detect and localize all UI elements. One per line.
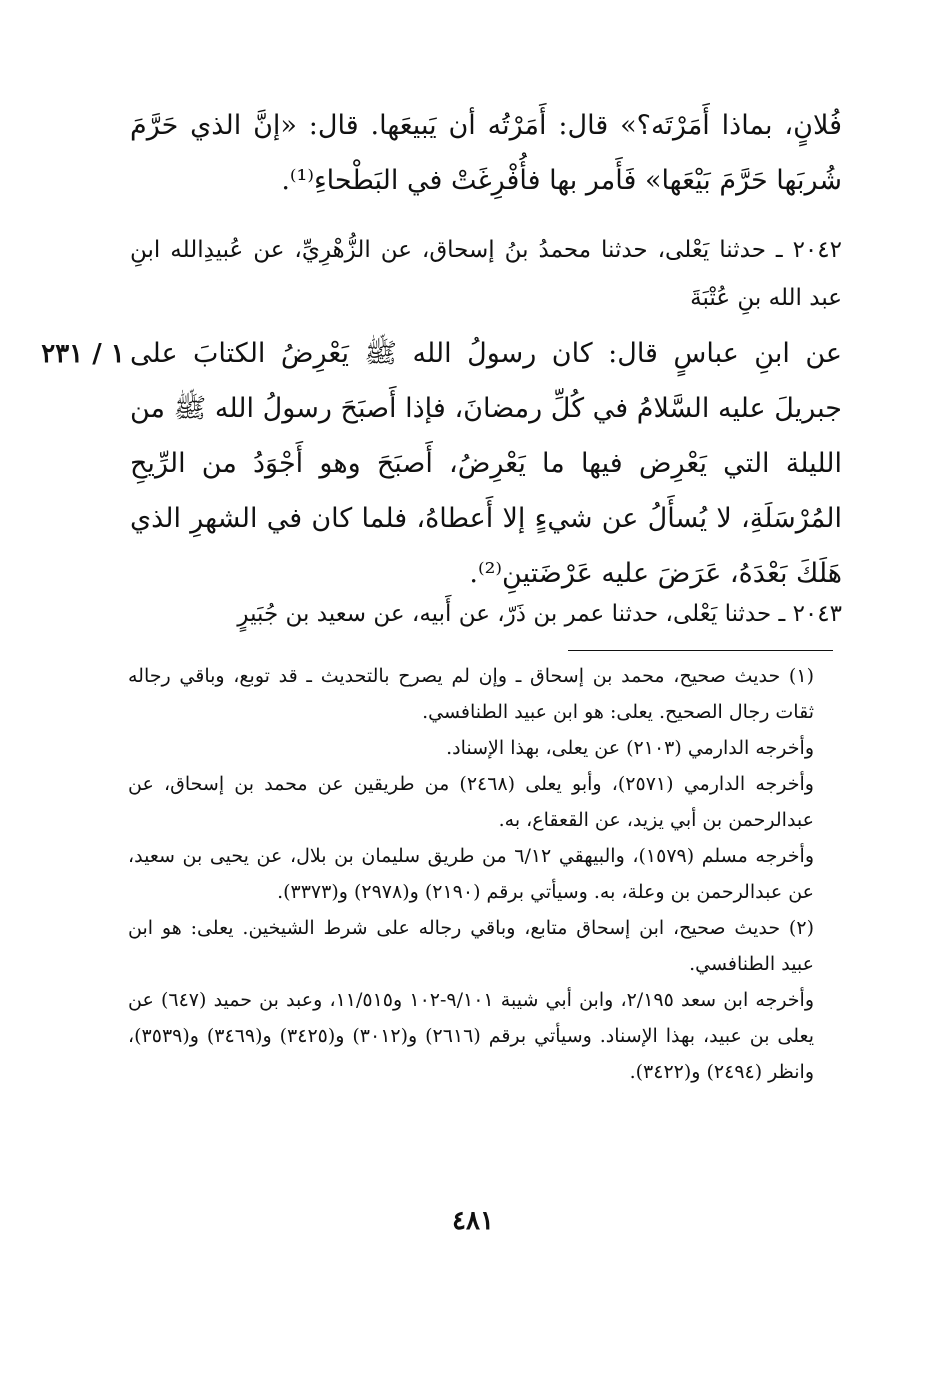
footnote-1: (١) حديث صحيح، محمد بن إسحاق ـ وإن لم يصرح بالتحديث ـ قد توبع، وباقي رجاله ثقات رجال الصحيح. يعلى: هو ابن عبيد الطنافسي. xyxy=(128,665,814,723)
footnotes-section xyxy=(128,658,842,1090)
footnote-1-darimi: وأخرجه الدارمي (٢١٠٣) عن يعلى، بهذا الإسناد. xyxy=(446,737,814,759)
margin-reference: ١ / ٢٣١ xyxy=(41,339,125,369)
page-number: ٤٨١ xyxy=(452,1206,494,1236)
paragraph-isnad-2043: ٢٠٤٣ ـ حدثنا يَعْلى، حدثنا عمر بن ذَرّ، عن أَبيه، عن سعيد بن جُبَيرٍ xyxy=(237,601,842,627)
footnote-2-ibn-sad: وأخرجه ابن سعد ٢/١٩٥، وابن أبي شيبة ٩/١٠١-١٠٢ و١١/٥١٥، وعبد بن حميد (٦٤٧) عن يعلى بن عبيد، بهذا الإسناد. وسيأتي برقم (٢٦١٦) و(٣٠١٢) و(٣٤٢٥) و(٣٤٦٩) و(٣٥٣٩)، وانظر (٢٤٩٤) و(٣٤٢٢). xyxy=(128,989,815,1083)
paragraph-hadith-continuation: فُلانٍ، بماذا أَمَرْتَه؟» قال: أَمَرْتُه أن يَبيعَها. قال: «إنَّ الذي حَرَّمَ شُربَها حَرَّمَ بَيْعَها» فَأَمر بها فأُفْرِغَتْ في البَطْحاءِ⁽¹⁾. xyxy=(130,110,842,196)
footnote-1-abu-yala: وأخرجه الدارمي (٢٥٧١)، وأبو يعلى (٢٤٦٨) من طريقين عن محمد بن إسحاق، عن عبدالرحمن بن أبي يزيد، عن القعقاع، به. xyxy=(128,773,814,831)
footnote-2: (٢) حديث صحيح، ابن إسحاق متابع، وباقي رجاله على شرط الشيخين. يعلى: هو ابن عبيد الطنافسي. xyxy=(128,917,814,975)
paragraph-hadith-2042: عن ابنِ عباسٍ قال: كان رسولُ الله ﷺ يَعْرِضُ الكتابَ على جبريلَ عليه السَّلامُ في كُلِّ رمضانَ، فإذا أَصبَحَ رسولُ الله ﷺ من الليلة التي يَعْرِض فيها ما يَعْرِضُ، أَصبَحَ وهو أَجْوَدُ من الرِّيحِ المُرْسَلَةِ، لا يُسأَلُ عن شيءٍ إلا أَعطاهُ، فلما كان في الشهرِ الذي هَلَكَ بَعْدَهُ، عَرَضَ عليه عَرْضَتينِ⁽²⁾. xyxy=(130,338,842,589)
paragraph-isnad-2042: ٢٠٤٢ ـ حدثنا يَعْلى، حدثنا محمدُ بنُ إسحاق، عن الزُّهْرِيِّ، عن عُبيدِالله ابنِ عبد الله بنِ عُتْبَةَ xyxy=(130,237,842,311)
footnote-divider xyxy=(568,650,833,651)
footnote-1-muslim: وأخرجه مسلم (١٥٧٩)، والبيهقي ٦/١٢ من طريق سليمان بن بلال، عن يحيى بن سعيد، عن عبدالرحمن بن وعلة، به. وسيأتي برقم (٢١٩٠) و(٢٩٧٨) و(٣٣٧٣). xyxy=(128,845,814,903)
